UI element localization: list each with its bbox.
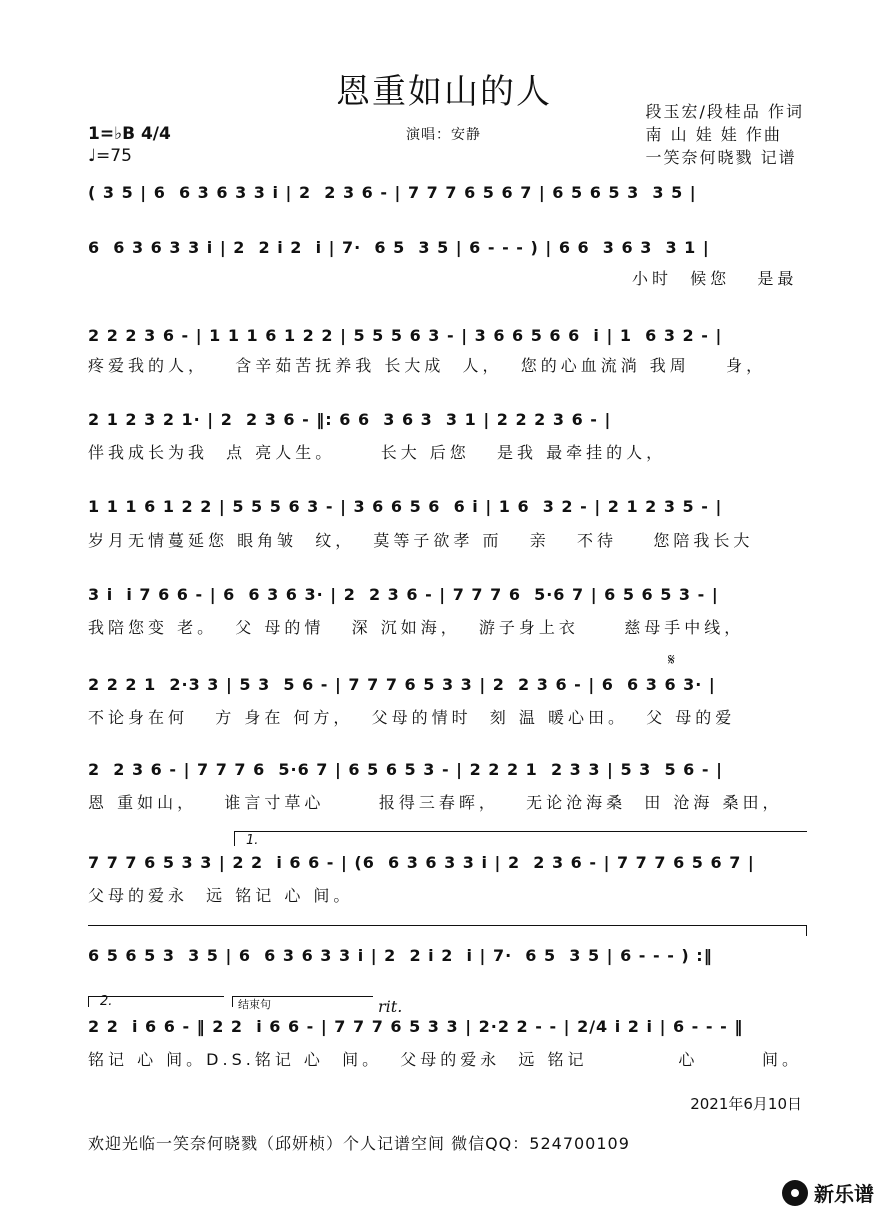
score-row-9: 7 7 7 6 5 3 3 | 2 2 i 6 6 - | (6 6 3 6 3 3 i | 2 2 3 6 - | 7 7 7 6 5 6 7 | [88, 853, 755, 872]
score-row-8: 2 2 3 6 - | 7 7 7 6 5·6 7 | 6 5 6 5 3 - | 2 2 2 1 2 3 3 | 5 3 5 6 - | [88, 760, 723, 779]
score-row-10: 6 5 6 5 3 3 5 | 6 6 3 6 3 3 i | 2 2 i 2 i | 7· 6 5 3 5 | 6 - - - ) :‖ [88, 946, 713, 965]
tempo-mark: ♩=75 [88, 146, 132, 166]
lyric-row-7: 不论身在何 方 身在 何方， 父母的情时 刻 温 暖心田。 父 母的爱 [88, 708, 736, 727]
score-row-11: 2 2 i 6 6 - ‖ 2 2 i 6 6 - | 7 7 7 6 5 3 3 | 2·2 2 - - | 2/4 i 2 i | 6 - - - ‖ [88, 1017, 744, 1036]
date: 2021年6月10日 [690, 1095, 802, 1113]
score-row-6: 3 i i 7 6 6 - | 6 6 3 6 3· | 2 2 3 6 - | 7 7 7 6 5·6 7 | 6 5 6 5 3 - | [88, 585, 719, 604]
score-row-2: 6 6 3 6 3 3 i | 2 2 i 2 i | 7· 6 5 3 5 | 6 - - - ) | 6 6 3 6 3 3 1 | [88, 238, 710, 257]
lyric-row-6: 我陪您变 老。 父 母的情 深 沉如海， 游子身上衣 慈母手中线， [88, 618, 745, 637]
footer-text: 欢迎光临一笑奈何晓戮（邱妍桢）个人记谱空间 微信QQ：524700109 [88, 1134, 630, 1153]
score-row-3: 2 2 2 3 6 - | 1 1 1 6 1 2 2 | 5 5 5 6 3 - | 3 6 6 5 6 6 i | 1 6 3 2 - | [88, 326, 723, 345]
transcriber: 一笑奈何晓戮 记谱 [645, 148, 797, 167]
rit-mark: rit. [378, 997, 403, 1016]
volta-2-label: 2. [100, 994, 113, 1009]
lyric-row-11: 铭记 心 间。D.S.铭记 心 间。 父母的爱永 远 铭记 心 间。 [88, 1050, 802, 1069]
volta-1-label: 1. [246, 833, 259, 848]
lyric-row-2: 小时 候您 是最 [632, 269, 798, 288]
segno-sign: 𝄋 [668, 650, 675, 669]
score-row-1: ( 3 5 | 6 6 3 6 3 3 i | 2 2 3 6 - | 7 7 7 6 5 6 7 | 6 5 6 5 3 3 5 | [88, 183, 697, 202]
score-row-7: 2 2 2 1 2·3 3 | 5 3 5 6 - | 7 7 7 6 5 3 3 | 2 2 3 6 - | 6 6 3 6 3· | [88, 675, 716, 694]
score-row-5: 1 1 1 6 1 2 2 | 5 5 5 6 3 - | 3 6 6 5 6 6 i | 1 6 3 2 - | 2 1 2 3 5 - | [88, 497, 723, 516]
logo-text: 新乐谱 [814, 1182, 874, 1206]
volta-1-continuation [88, 925, 807, 936]
volta-1-bracket [234, 831, 807, 846]
singer: 演唱：安静 [406, 127, 481, 143]
composer: 南 山 娃 娃 作曲 [645, 125, 782, 144]
score-row-4: 2 1 2 3 2 1· | 2 2 3 6 - ‖: 6 6 3 6 3 3 1 | 2 2 2 3 6 - | [88, 410, 612, 429]
lyric-row-8: 恩 重如山， 谁言寸草心 报得三春晖， 无论沧海桑 田 沧海 桑田， [88, 793, 783, 812]
disc-icon [782, 1180, 808, 1206]
lyric-row-9: 父母的爱永 远 铭记 心 间。 [88, 886, 354, 905]
lyric-row-3: 疼爱我的人， 含辛茹苦抚养我 长大成 人， 您的心血流淌 我周 身， [88, 356, 767, 375]
coda-label: 结束句 [238, 998, 271, 1011]
key-signature: 1=♭B 4/4 [88, 124, 171, 144]
credits [646, 100, 804, 169]
lyric-row-4: 伴我成长为我 点 亮人生。 长大 后您 是我 最牵挂的人， [88, 443, 667, 462]
page-title: 恩重如山的人 [336, 72, 552, 112]
lyricist: 段玉宏/段桂品 作词 [645, 102, 804, 121]
site-logo[interactable] [782, 1178, 874, 1207]
lyric-row-5: 岁月无情蔓延您 眼角皱 纹， 莫等子欲孝 而 亲 不待 您陪我长大 [88, 531, 754, 550]
